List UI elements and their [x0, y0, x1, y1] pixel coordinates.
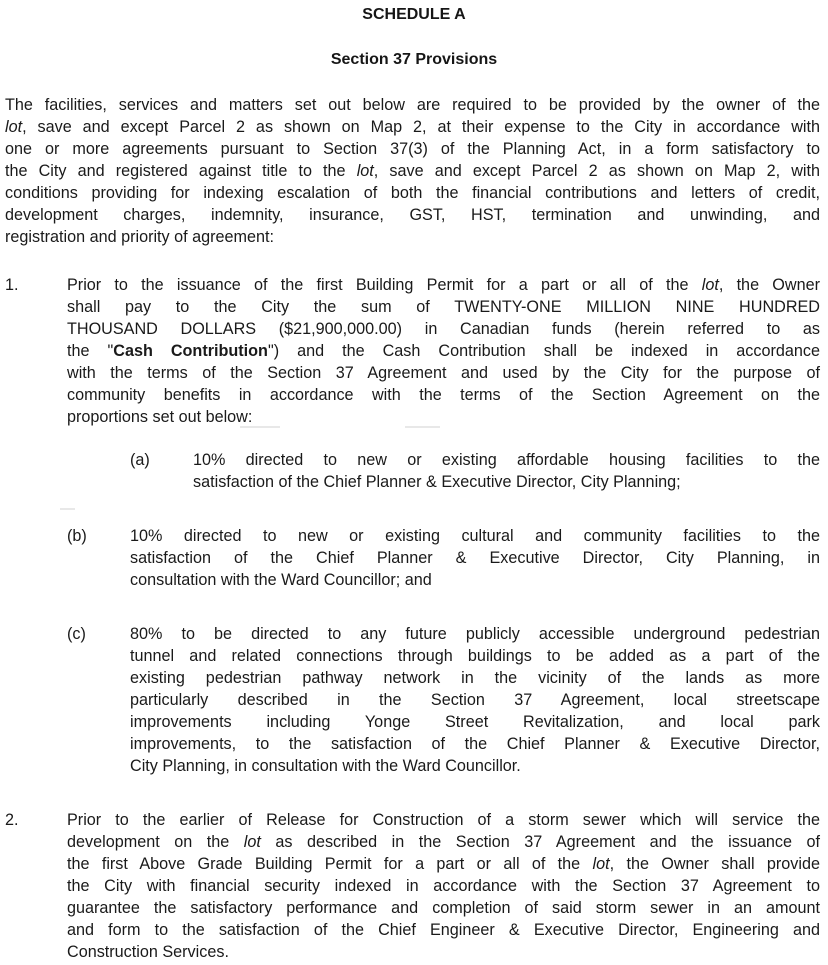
- item-line: the City with financial security indexed in accordance with the Section 37 Agreement to: [67, 877, 820, 895]
- sub-item-line: 10% directed to new or existing cultural and community facilities to the: [130, 527, 820, 545]
- item-line: shall pay to the City the sum of TWENTY-ONE MILLION NINE HUNDRED: [67, 298, 820, 316]
- sub-item-line: City Planning, in consultation with the Ward Councillor.: [130, 757, 521, 775]
- sub-item-line: improvements, to the satisfaction of the Chief Planner & Executive Director,: [130, 735, 820, 753]
- intro-line: lot, save and except Parcel 2 as shown on Map 2, at their expense to the City in accordance with: [5, 118, 820, 136]
- sub-item-line: consultation with the Ward Councillor; and: [130, 571, 432, 589]
- item-number: 1.: [5, 276, 19, 294]
- sub-item-line: satisfaction of the Chief Planner & Executive Director, City Planning, in: [130, 549, 820, 567]
- item-line: development on the lot as described in the Section 37 Agreement and the issuance of: [67, 833, 820, 851]
- scan-artifact: [60, 508, 75, 510]
- item-line: Construction Services.: [67, 943, 229, 961]
- intro-line: development charges, indemnity, insurance, GST, HST, termination and unwinding, and: [5, 206, 820, 224]
- sub-item-line: tunnel and related connections through buildings to be added as a part of the: [130, 647, 820, 665]
- scan-artifact: [240, 426, 280, 428]
- item-line: proportions set out below:: [67, 408, 253, 426]
- sub-item-line: satisfaction of the Chief Planner & Executive Director, City Planning;: [193, 473, 681, 491]
- item-line: Prior to the issuance of the first Building Permit for a part or all of the lot, the Owner: [67, 276, 820, 294]
- intro-line: conditions providing for indexing escalation of both the financial contributions and letters of credit,: [5, 184, 820, 202]
- item-line: the first Above Grade Building Permit for a part or all of the lot, the Owner shall provide: [67, 855, 820, 873]
- sub-item-line: improvements including Yonge Street Revitalization, and local park: [130, 713, 820, 731]
- sub-item-label: (b): [67, 527, 87, 545]
- item-line: with the terms of the Section 37 Agreement and used by the City for the purpose of: [67, 364, 820, 382]
- sub-item-line: 10% directed to new or existing affordable housing facilities to the: [193, 451, 820, 469]
- intro-line: one or more agreements pursuant to Section 37(3) of the Planning Act, in a form satisfactory to: [5, 140, 820, 158]
- sub-item-label: (c): [67, 625, 86, 643]
- schedule-title: SCHEDULE A: [362, 6, 466, 23]
- sub-item-line: 80% to be directed to any future publicly accessible underground pedestrian: [130, 625, 820, 643]
- item-line: Prior to the earlier of Release for Construction of a storm sewer which will service the: [67, 811, 820, 829]
- section-title: Section 37 Provisions: [330, 51, 498, 68]
- sub-item-line: particularly described in the Section 37 Agreement, local streetscape: [130, 691, 820, 709]
- item-line: guarantee the satisfactory performance and completion of said storm sewer in an amount: [67, 899, 820, 917]
- item-number: 2.: [5, 811, 19, 829]
- intro-line: the City and registered against title to the lot, save and except Parcel 2 as shown on Map 2, with: [5, 162, 821, 180]
- intro-line: registration and priority of agreement:: [5, 228, 275, 246]
- item-line: and form to the satisfaction of the Chief Engineer & Executive Director, Engineering and: [67, 921, 820, 939]
- scan-artifact: [405, 426, 440, 428]
- item-line: THOUSAND DOLLARS ($21,900,000.00) in Canadian funds (herein referred to as: [67, 320, 820, 338]
- cash-contribution-term: Cash Contribution: [113, 342, 268, 360]
- intro-line: The facilities, services and matters set out below are required to be provided by the owner of the: [5, 96, 820, 114]
- item-line: community benefits in accordance with the terms of the Section Agreement on the: [67, 386, 820, 404]
- item-line: the "Cash Contribution") and the Cash Contribution shall be indexed in accordance: [67, 342, 820, 360]
- sub-item-line: existing pedestrian pathway network in the vicinity of the lands as more: [130, 669, 820, 687]
- sub-item-label: (a): [130, 451, 150, 469]
